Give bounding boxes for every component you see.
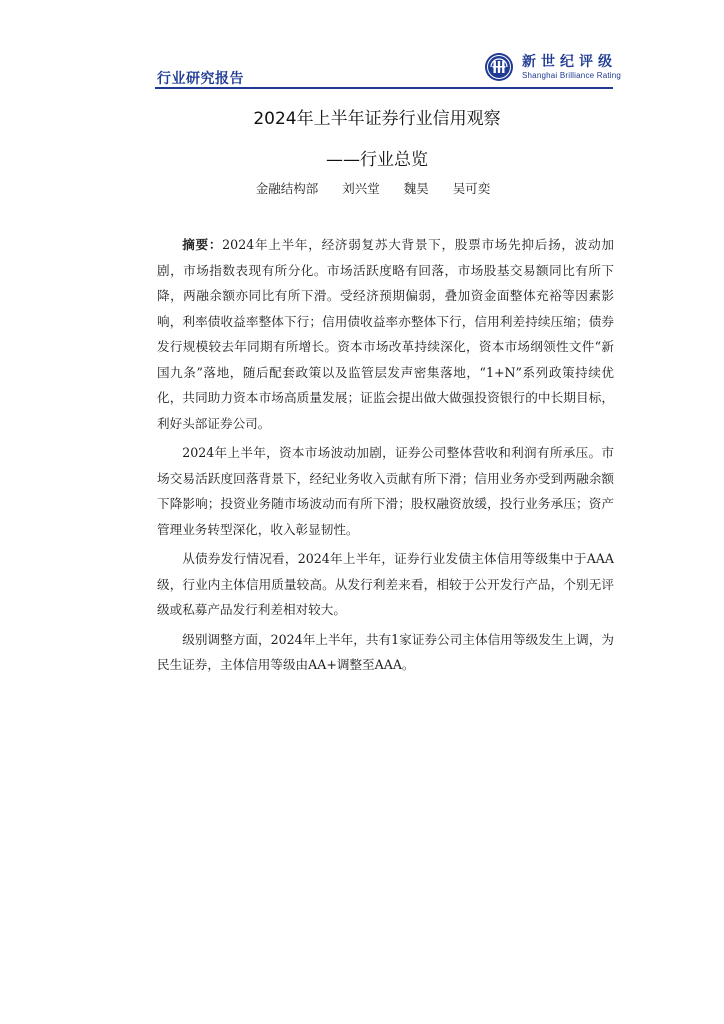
logo-emblem-icon <box>484 52 514 82</box>
body-paragraph: 2024年上半年，资本市场波动加剧，证券公司整体营收和利润有所承压。市场交易活跃度回落背景下，经纪业务收入贡献有所下滑；信用业务亦受到两融余额下降影响；投资业务随市场波动而有所下滑；股权融资放缓，投行业务承压；资产管理业务转型深化，收入彰显韧性。 <box>157 445 614 537</box>
header-divider <box>155 87 613 89</box>
abstract-paragraph <box>157 232 614 436</box>
abstract-label: 摘要： <box>182 237 223 252</box>
body-paragraph: 级别调整方面，2024年上半年，共有1家证券公司主体信用等级发生上调，为民生证券，主体信用等级由AA+调整至AAA。 <box>157 631 614 672</box>
author-name: 魏昊 <box>403 181 429 196</box>
logo-chinese-name: 新世纪评级 <box>522 54 617 70</box>
document-subtitle: ——行业总览 <box>326 150 428 170</box>
body-paragraph: 从债券发行情况看，2024年上半年，证券行业发债主体信用等级集中于AAA级，行业内主体信用质量较高。从发行利差来看，相较于公开发行产品，个别无评级或私募产品发行利差相对较大。 <box>157 551 614 617</box>
logo-english-name: Shanghai Brilliance Rating <box>522 71 622 80</box>
document-title: 2024年上半年证券行业信用观察 <box>253 109 501 129</box>
report-body <box>157 232 614 682</box>
company-logo <box>484 50 622 84</box>
author-name: 刘兴堂 <box>342 181 380 196</box>
author-name: 吴可奕 <box>452 181 491 196</box>
author-department: 金融结构部 <box>255 181 319 196</box>
report-type-label: 行业研究报告 <box>157 71 244 87</box>
abstract-text: 2024年上半年，经济弱复苏大背景下，股票市场先抑后扬，波动加剧，市场指数表现有所分化。市场活跃度略有回落，市场股基交易额同比有所下降，两融余额亦同比有所下滑。受经济预期偏弱，叠加资金面整体充裕等因素影响，利率债收益率整体下行；信用债收益率亦整体下行，信用利差持续压缩；债券发行规模较去年同期有所增长。资本市场改革持续深化，资本市场纲领性文件“新国九条”落地，随后配套政策以及监管层发声密集落地，“1+N”系列政策持续优化，共同助力资本市场高质量发展；证监会提出做大做强投资银行的中长期目标，利好头部证券公司。 <box>157 237 614 431</box>
author-line <box>0 179 724 197</box>
